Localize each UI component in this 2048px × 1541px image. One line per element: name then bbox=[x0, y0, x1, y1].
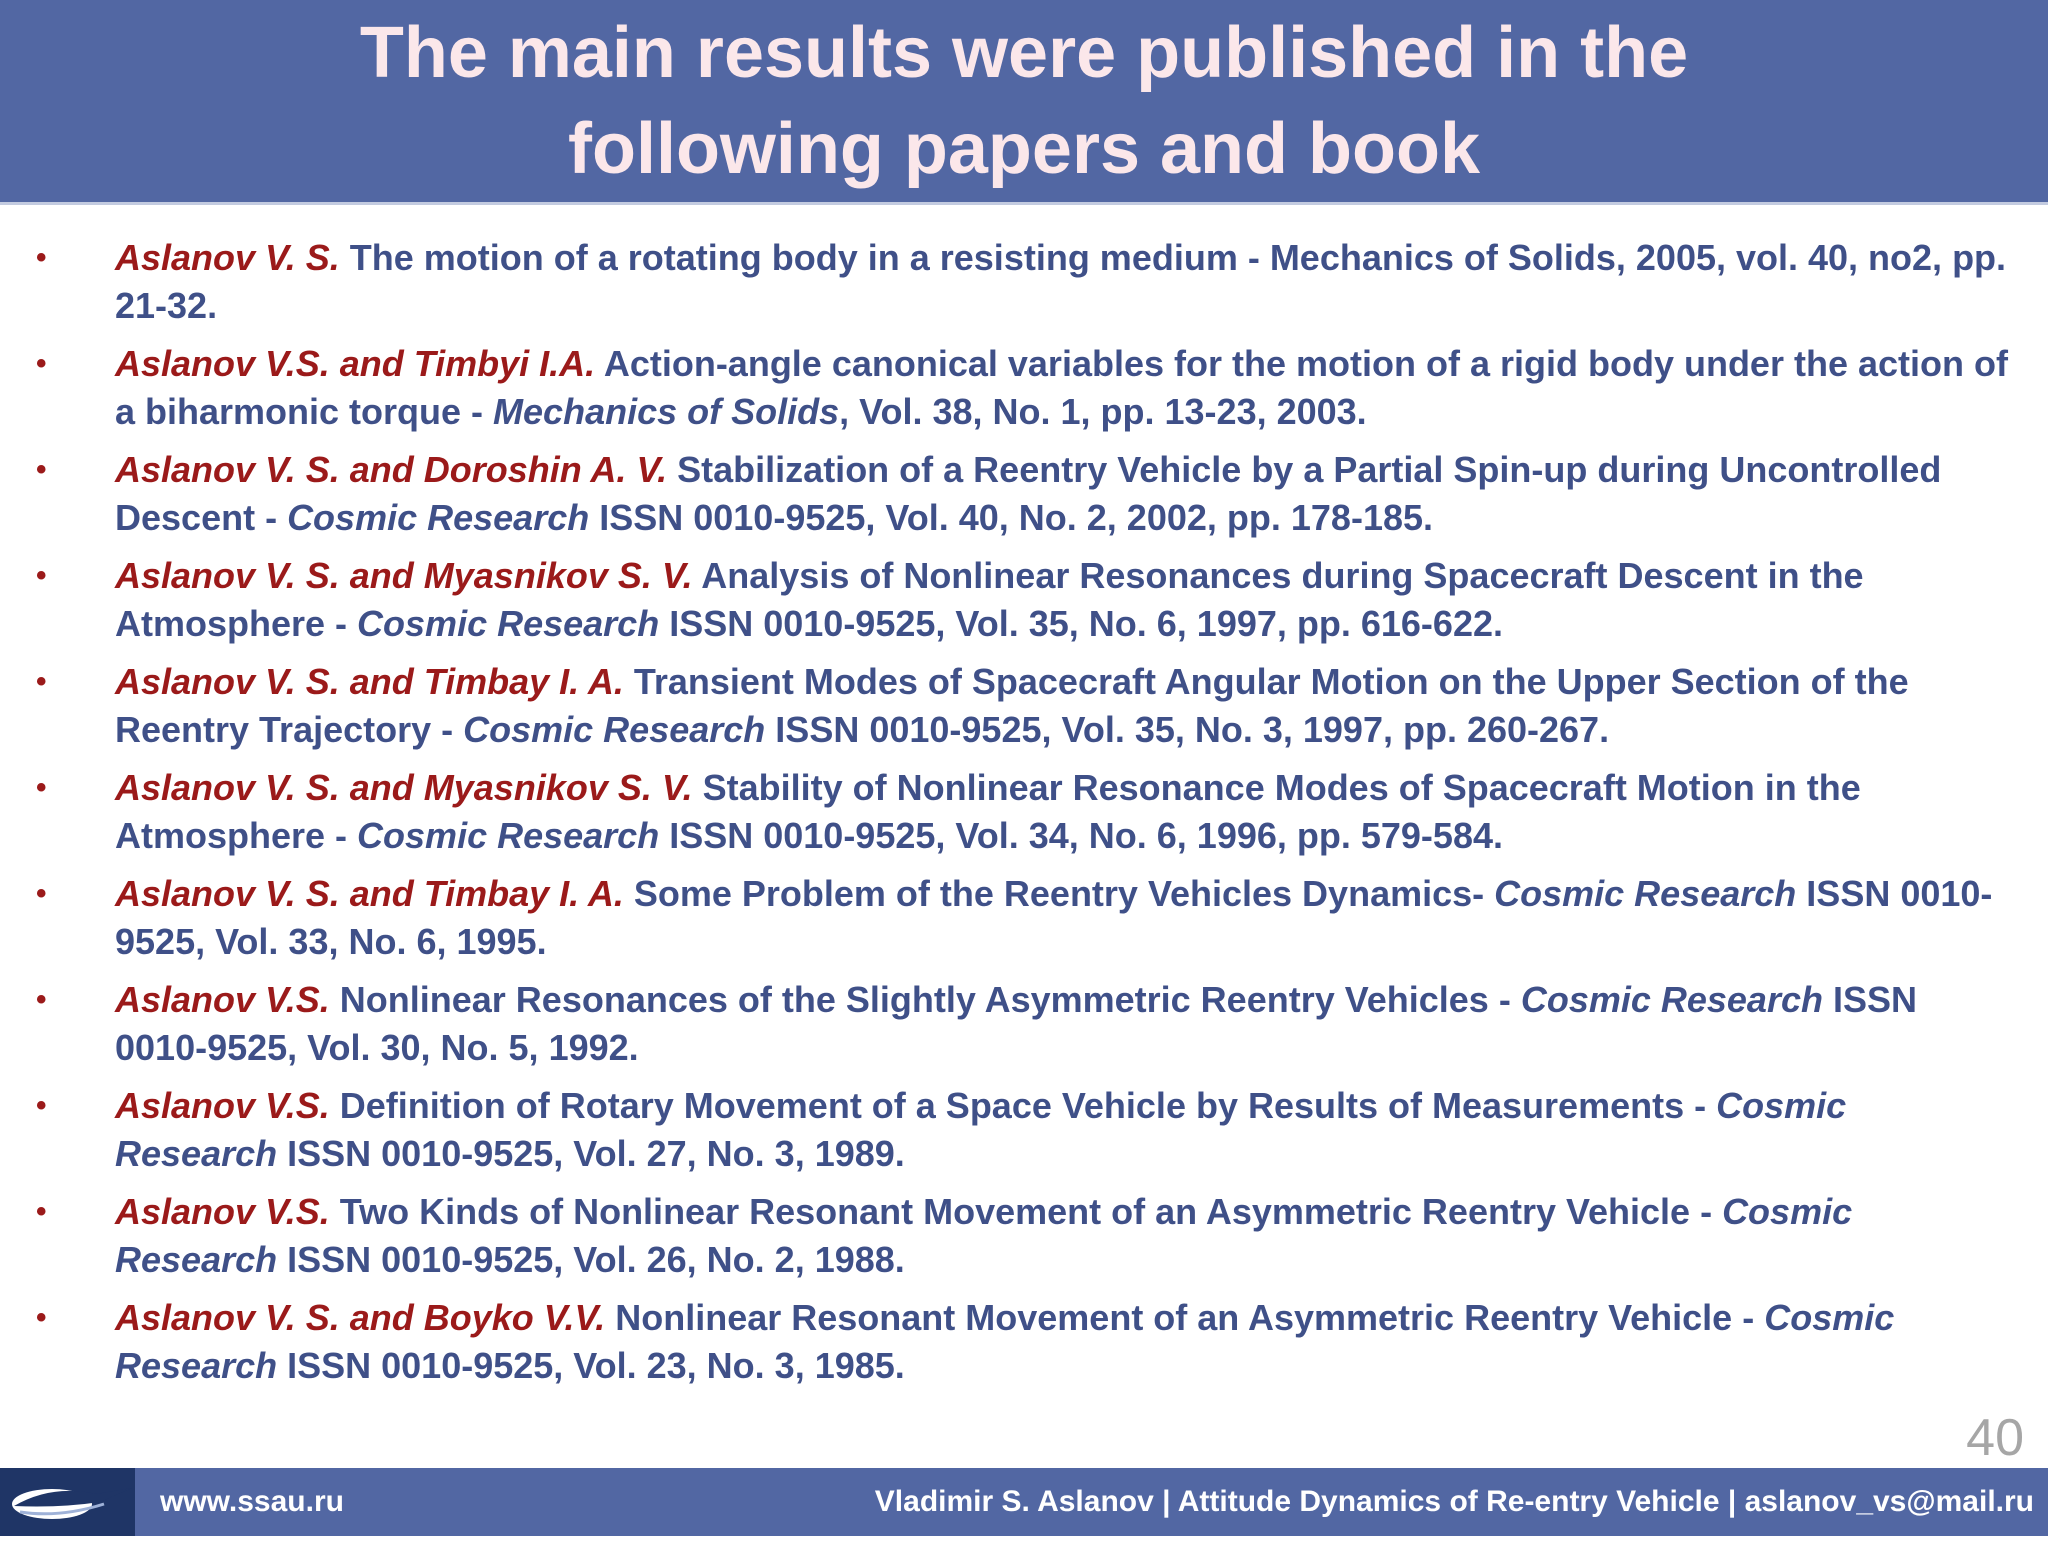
reference-item bbox=[0, 1188, 2048, 1284]
slide-footer bbox=[0, 1468, 2048, 1536]
reference-text: Nonlinear Resonances of the Slightly Asymmetric Reentry Vehicles - bbox=[329, 979, 1521, 1020]
reference-journal: Cosmic Research bbox=[357, 815, 660, 856]
reference-journal: Cosmic Research bbox=[115, 1297, 1895, 1386]
reference-text: Some Problem of the Reentry Vehicles Dynamics- bbox=[623, 873, 1495, 914]
reference-author: Aslanov V.S. and Timbyi I.A. bbox=[115, 343, 596, 384]
footer-byline: Vladimir S. Aslanov | Attitude Dynamics of Re-entry Vehicle | aslanov_vs@mail.ru bbox=[874, 1485, 2034, 1518]
bullet-dot-icon: • bbox=[36, 983, 47, 1016]
bullet-dot-icon: • bbox=[36, 1089, 47, 1122]
reference-text: Stabilization of a Reentry Vehicle by a Partial Spin-up during Uncontrolled Descent - bbox=[115, 449, 1942, 538]
bullet-dot-icon: • bbox=[36, 877, 47, 910]
reference-item bbox=[0, 658, 2048, 754]
reference-item bbox=[0, 1294, 2048, 1390]
bullet-dot-icon: • bbox=[36, 453, 47, 486]
reference-details: ISSN 0010-9525, Vol. 26, No. 2, 1988. bbox=[277, 1239, 905, 1280]
reference-author: Aslanov V.S. bbox=[115, 1085, 330, 1126]
reference-text: Analysis of Nonlinear Resonances during Spacecraft Descent in the Atmosphere - bbox=[115, 555, 1864, 644]
reference-author: Aslanov V. S. and Timbay I. A. bbox=[115, 873, 624, 914]
reference-text: Transient Modes of Spacecraft Angular Motion on the Upper Section of the Reentry Trajectory - bbox=[115, 661, 1909, 750]
reference-journal: Mechanics of Solids bbox=[493, 391, 840, 432]
slide-header bbox=[0, 0, 2048, 205]
reference-journal: Cosmic Research bbox=[287, 497, 590, 538]
reference-author: Aslanov V. S. and Boyko V.V. bbox=[115, 1297, 606, 1338]
reference-item bbox=[0, 234, 2048, 330]
reference-author: Aslanov V. S. and Myasnikov S. V. bbox=[115, 555, 693, 596]
reference-details: ISSN 0010-9525, Vol. 34, No. 6, 1996, pp. 579-584. bbox=[659, 815, 1503, 856]
bullet-dot-icon: • bbox=[36, 347, 47, 380]
reference-item bbox=[0, 1082, 2048, 1178]
bullet-dot-icon: • bbox=[36, 1301, 47, 1334]
reference-author: Aslanov V. S. bbox=[115, 237, 340, 278]
reference-journal: Cosmic Research bbox=[1520, 979, 1823, 1020]
bullet-dot-icon: • bbox=[36, 771, 47, 804]
reference-details: ISSN 0010-9525, Vol. 33, No. 6, 1995. bbox=[115, 873, 1993, 962]
bullet-dot-icon: • bbox=[36, 241, 47, 274]
reference-details: ISSN 0010-9525, Vol. 35, No. 3, 1997, pp. 260-267. bbox=[765, 709, 1610, 750]
reference-author: Aslanov V.S. bbox=[115, 1191, 330, 1232]
slide-title-line-1: The main results were published in the bbox=[359, 13, 1689, 93]
reference-item bbox=[0, 446, 2048, 542]
reference-journal: Cosmic Research bbox=[1494, 873, 1797, 914]
reference-journal: Cosmic Research bbox=[357, 603, 660, 644]
bullet-dot-icon: • bbox=[36, 559, 47, 592]
reference-item bbox=[0, 870, 2048, 966]
reference-details: ISSN 0010-9525, Vol. 30, No. 5, 1992. bbox=[115, 979, 1918, 1068]
reference-details: ISSN 0010-9525, Vol. 27, No. 3, 1989. bbox=[277, 1133, 905, 1174]
reference-text: The motion of a rotating body in a resisting medium - Mechanics of Solids, 2005, vol. 40, no2, pp. 21-32. bbox=[115, 237, 2007, 326]
bullet-dot-icon: • bbox=[36, 1195, 47, 1228]
reference-journal: Cosmic Research bbox=[463, 709, 766, 750]
reference-details: , Vol. 38, No. 1, pp. 13-23, 2003. bbox=[839, 391, 1367, 432]
ssau-logo-icon bbox=[0, 1468, 135, 1536]
reference-journal: Cosmic Research bbox=[115, 1191, 1853, 1280]
reference-details: ISSN 0010-9525, Vol. 23, No. 3, 1985. bbox=[277, 1345, 905, 1386]
reference-text: Stability of Nonlinear Resonance Modes of Spacecraft Motion in the Atmosphere - bbox=[115, 767, 1861, 856]
reference-text: Two Kinds of Nonlinear Resonant Movement of an Asymmetric Reentry Vehicle - bbox=[329, 1191, 1723, 1232]
reference-text: Nonlinear Resonant Movement of an Asymmetric Reentry Vehicle - bbox=[605, 1297, 1765, 1338]
website-link[interactable]: www.ssau.ru bbox=[160, 1485, 344, 1518]
reference-list bbox=[0, 234, 2048, 1400]
reference-details: ISSN 0010-9525, Vol. 40, No. 2, 2002, pp. 178-185. bbox=[589, 497, 1434, 538]
reference-author: Aslanov V. S. and Doroshin A. V. bbox=[115, 449, 668, 490]
reference-item bbox=[0, 976, 2048, 1072]
slide-title-line-2: following papers and book bbox=[567, 109, 1481, 189]
reference-item bbox=[0, 764, 2048, 860]
reference-item bbox=[0, 340, 2048, 436]
reference-text: Action-angle canonical variables for the motion of a rigid body under the action of a biharmonic torque - bbox=[115, 343, 2008, 432]
reference-author: Aslanov V. S. and Timbay I. A. bbox=[115, 661, 624, 702]
reference-item bbox=[0, 552, 2048, 648]
reference-author: Aslanov V. S. and Myasnikov S. V. bbox=[115, 767, 693, 808]
page-number: 40 bbox=[1966, 1409, 2024, 1467]
reference-details: ISSN 0010-9525, Vol. 35, No. 6, 1997, pp. 616-622. bbox=[659, 603, 1503, 644]
bullet-dot-icon: • bbox=[36, 665, 47, 698]
reference-text: Definition of Rotary Movement of a Space Vehicle by Results of Measurements - bbox=[329, 1085, 1717, 1126]
reference-author: Aslanov V.S. bbox=[115, 979, 330, 1020]
reference-journal: Cosmic Research bbox=[115, 1085, 1847, 1174]
